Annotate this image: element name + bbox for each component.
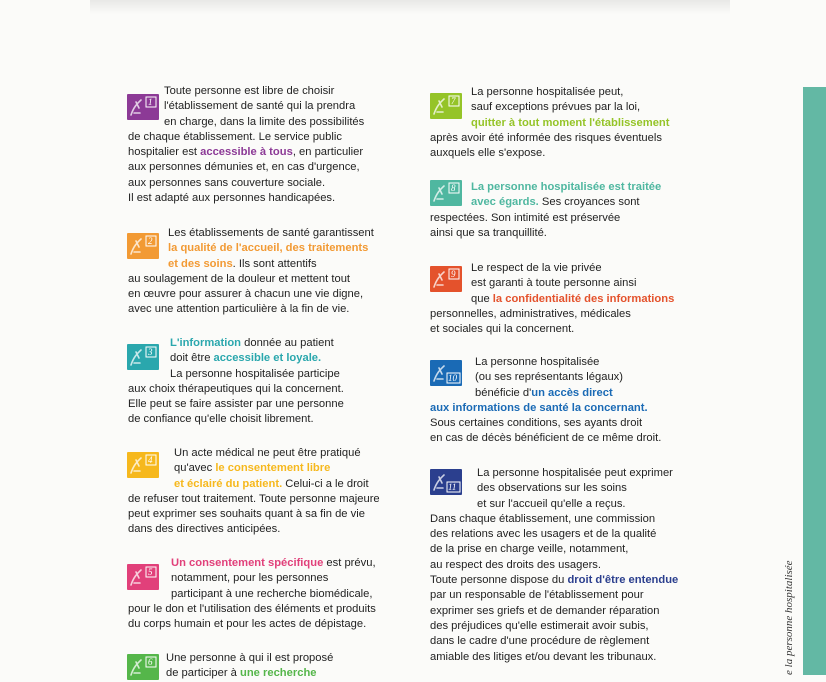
body-text: des préjudices qu'elle estimerait avoir subis,	[430, 619, 649, 632]
body-text: peut exprimer ses souhaits quant à sa fin de vie	[128, 508, 365, 521]
highlight-text: la confidentialité des informations	[492, 292, 675, 305]
text-line	[430, 131, 669, 146]
text-line	[128, 477, 380, 492]
text-line	[128, 241, 374, 256]
article-number: 3	[148, 347, 153, 357]
body-text: (ou ses représentants légaux)	[475, 371, 624, 384]
body-text: Sous certaines conditions, ses ayants droit	[430, 417, 643, 430]
text-line	[430, 355, 661, 370]
text-line	[430, 226, 661, 241]
text-line	[430, 573, 678, 588]
article-2	[128, 226, 374, 318]
text-line	[430, 386, 661, 401]
text-line	[128, 336, 344, 351]
body-text: sauf exceptions prévues par la loi,	[471, 101, 641, 114]
text-line	[128, 115, 364, 130]
body-text: Un acte médical ne peut être pratiqué	[174, 447, 361, 459]
body-text: , en particulier	[292, 146, 364, 159]
body-text: La personne hospitalisée peut exprimer	[477, 467, 673, 479]
article-8	[430, 180, 661, 241]
body-text: bénéficie d'	[475, 386, 532, 399]
body-text: du corps humain et pour les actes de dépistage.	[128, 618, 367, 631]
text-line	[430, 512, 678, 527]
side-caption: e la personne hospitalisée	[783, 560, 795, 675]
body-text: aux personnes sans couverture sociale.	[128, 176, 326, 189]
highlight-text: L'information	[170, 337, 242, 349]
body-text: de chaque établissement. Le service public	[128, 130, 342, 143]
body-text: Celui-ci a le droit	[282, 477, 369, 490]
text-line	[128, 617, 376, 632]
text-line	[430, 527, 678, 542]
text-line	[430, 370, 661, 385]
body-text: en charge, dans la limite des possibilités	[164, 115, 365, 128]
body-text: des relations avec les usagers et de la qualité	[430, 528, 657, 541]
body-text: pour le don et l'utilisation des éléments et produits	[128, 602, 376, 615]
text-line	[430, 307, 674, 322]
text-line	[430, 211, 661, 226]
highlight-text: accessible et loyale.	[213, 352, 322, 365]
body-text: respectées. Son intimité est préservée	[430, 211, 621, 224]
body-text: aux personnes démunies et, en cas d'urgence,	[128, 161, 360, 174]
highlight-text: et éclairé du patient.	[174, 477, 283, 490]
article-number: 1	[148, 97, 153, 107]
body-text: de la prise en charge veille, notamment,	[430, 543, 629, 556]
text-line	[128, 651, 333, 666]
article-7	[430, 85, 669, 161]
body-text: exprimer ses griefs et de demander réparation	[430, 604, 660, 617]
body-text: en cas de décès bénéficient de ce même droit.	[430, 432, 662, 445]
body-text: Ses croyances sont	[538, 196, 640, 209]
text-line	[430, 100, 669, 115]
highlight-text: et des soins	[168, 257, 233, 270]
body-text: est garanti à toute personne ainsi	[471, 277, 637, 290]
highlight-text: avec égards.	[471, 196, 539, 209]
body-text: Les établissements de santé garantissent	[168, 227, 374, 239]
highlight-text: Un consentement spécifique	[171, 557, 324, 569]
text-line	[430, 619, 678, 634]
body-text: de refuser tout traitement. Toute personne majeure	[128, 492, 380, 505]
body-text: Toute personne est libre de choisir	[164, 85, 335, 97]
body-text: par un responsable de l'établissement pour	[430, 589, 644, 602]
article-number: 7	[451, 96, 456, 106]
text-line	[128, 130, 364, 145]
body-text: . Ils sont attentifs	[232, 257, 317, 270]
text-line	[430, 466, 678, 481]
text-line	[430, 481, 678, 496]
text-line	[128, 522, 380, 537]
text-line	[128, 666, 333, 681]
text-line	[128, 226, 374, 241]
text-line	[430, 650, 678, 665]
text-line	[430, 558, 678, 573]
article-6	[128, 651, 333, 682]
body-text: ainsi que sa tranquillité.	[430, 226, 547, 239]
text-line	[430, 497, 678, 512]
text-line	[128, 145, 364, 160]
body-text: de confiance qu'elle choisit librement.	[128, 413, 314, 426]
body-text: personnelles, administratives, médicales	[430, 307, 631, 320]
body-text: doit être	[170, 352, 214, 365]
article-10	[430, 355, 661, 447]
body-text: qu'avec	[174, 462, 216, 475]
text-line	[128, 397, 344, 412]
text-line	[128, 84, 364, 99]
text-line	[430, 292, 674, 307]
text-line	[128, 492, 380, 507]
body-text: Une personne à qui il est proposé	[166, 652, 334, 664]
body-text: l'établissement de santé qui la prendra	[164, 100, 356, 113]
highlight-text: quitter à tout moment l'établissement	[471, 116, 670, 129]
text-line	[128, 351, 344, 366]
highlight-text: La personne hospitalisée est traitée	[471, 181, 662, 193]
article-number: 6	[148, 657, 153, 667]
text-line	[430, 542, 678, 557]
text-line	[430, 634, 678, 649]
article-number: 4	[148, 455, 153, 465]
article-5	[128, 556, 376, 632]
body-text: de participer à	[166, 667, 241, 680]
text-line	[128, 257, 374, 272]
text-line	[128, 412, 344, 427]
article-11	[430, 466, 678, 665]
article-number: 11	[448, 482, 457, 492]
text-line	[128, 99, 364, 114]
body-text: et sur l'accueil qu'elle a reçus.	[477, 497, 626, 510]
text-line	[430, 401, 661, 416]
highlight-text: une recherche	[240, 667, 317, 680]
text-line	[128, 160, 364, 175]
body-text: La personne hospitalisée participe	[170, 367, 340, 380]
body-text: participant à une recherche biomédicale,	[171, 587, 373, 600]
body-text: au soulagement de la douleur et mettent tout	[128, 272, 351, 285]
body-text: hospitalier est	[128, 146, 201, 159]
article-number: 9	[451, 269, 456, 279]
body-text: des observations sur les soins	[477, 482, 627, 495]
body-text: dans le cadre d'une procédure de règlement	[430, 635, 650, 648]
article-number: 10	[448, 373, 457, 383]
body-text: Dans chaque établissement, une commission	[430, 512, 656, 525]
article-9	[430, 261, 674, 337]
text-line	[128, 176, 364, 191]
body-text: amiable des litiges et/ou devant les tribunaux.	[430, 650, 657, 663]
body-text: Le respect de la vie privée	[471, 262, 602, 274]
body-text: donnée au patient	[241, 337, 334, 349]
highlight-text: accessible à tous	[200, 146, 293, 159]
body-text: Il est adapté aux personnes handicapées.	[128, 192, 336, 205]
article-3	[128, 336, 344, 428]
body-text: Elle peut se faire assister par une personne	[128, 398, 344, 411]
body-text: aux choix thérapeutiques qui la concernent.	[128, 382, 344, 395]
text-line	[128, 367, 344, 382]
text-line	[128, 556, 376, 571]
scan-top-shadow	[90, 0, 730, 14]
body-text: en œuvre pour assurer à chacun une vie digne,	[128, 288, 364, 301]
text-line	[128, 461, 380, 476]
text-line	[430, 322, 674, 337]
article-4	[128, 446, 380, 538]
body-text: après avoir été informée des risques éventuels	[430, 131, 662, 144]
highlight-text: droit d'être entendue	[567, 574, 679, 587]
side-color-strip	[803, 87, 826, 675]
highlight-text: la qualité de l'accueil, des traitements	[168, 242, 369, 255]
article-1	[128, 84, 364, 206]
text-line	[430, 431, 661, 446]
text-line	[430, 116, 669, 131]
body-text: dans des directives anticipées.	[128, 523, 281, 536]
body-text: avec une attention particulière à la fin de vie.	[128, 303, 350, 316]
text-line	[128, 446, 380, 461]
body-text: au respect des droits des usagers.	[430, 558, 602, 571]
body-text: que	[471, 292, 493, 305]
text-line	[128, 302, 374, 317]
body-text: La personne hospitalisée	[475, 356, 600, 368]
body-text: auxquels elle s'expose.	[430, 147, 546, 160]
text-line	[430, 85, 669, 100]
text-line	[128, 272, 374, 287]
article-number: 5	[148, 567, 153, 577]
highlight-text: aux informations de santé la concernant.	[430, 401, 648, 414]
text-line	[128, 602, 376, 617]
text-line	[430, 416, 661, 431]
text-line	[128, 287, 374, 302]
highlight-text: un accès direct	[531, 386, 613, 399]
text-line	[430, 261, 674, 276]
body-text: et sociales qui la concernent.	[430, 323, 575, 336]
text-line	[430, 195, 661, 210]
text-line	[128, 191, 364, 206]
text-line	[430, 588, 678, 603]
text-line	[128, 507, 380, 522]
text-line	[128, 571, 376, 586]
highlight-text: le consentement libre	[215, 462, 331, 475]
body-text: Toute personne dispose du	[430, 574, 568, 587]
body-text: La personne hospitalisée peut,	[471, 86, 624, 98]
text-line	[430, 604, 678, 619]
text-line	[128, 587, 376, 602]
text-line	[430, 180, 661, 195]
article-number: 8	[451, 183, 456, 193]
text-line	[128, 382, 344, 397]
text-line	[430, 276, 674, 291]
body-text: notamment, pour les personnes	[171, 572, 329, 585]
text-line	[430, 146, 669, 161]
article-number: 2	[148, 236, 153, 246]
body-text: est prévu,	[323, 557, 376, 569]
